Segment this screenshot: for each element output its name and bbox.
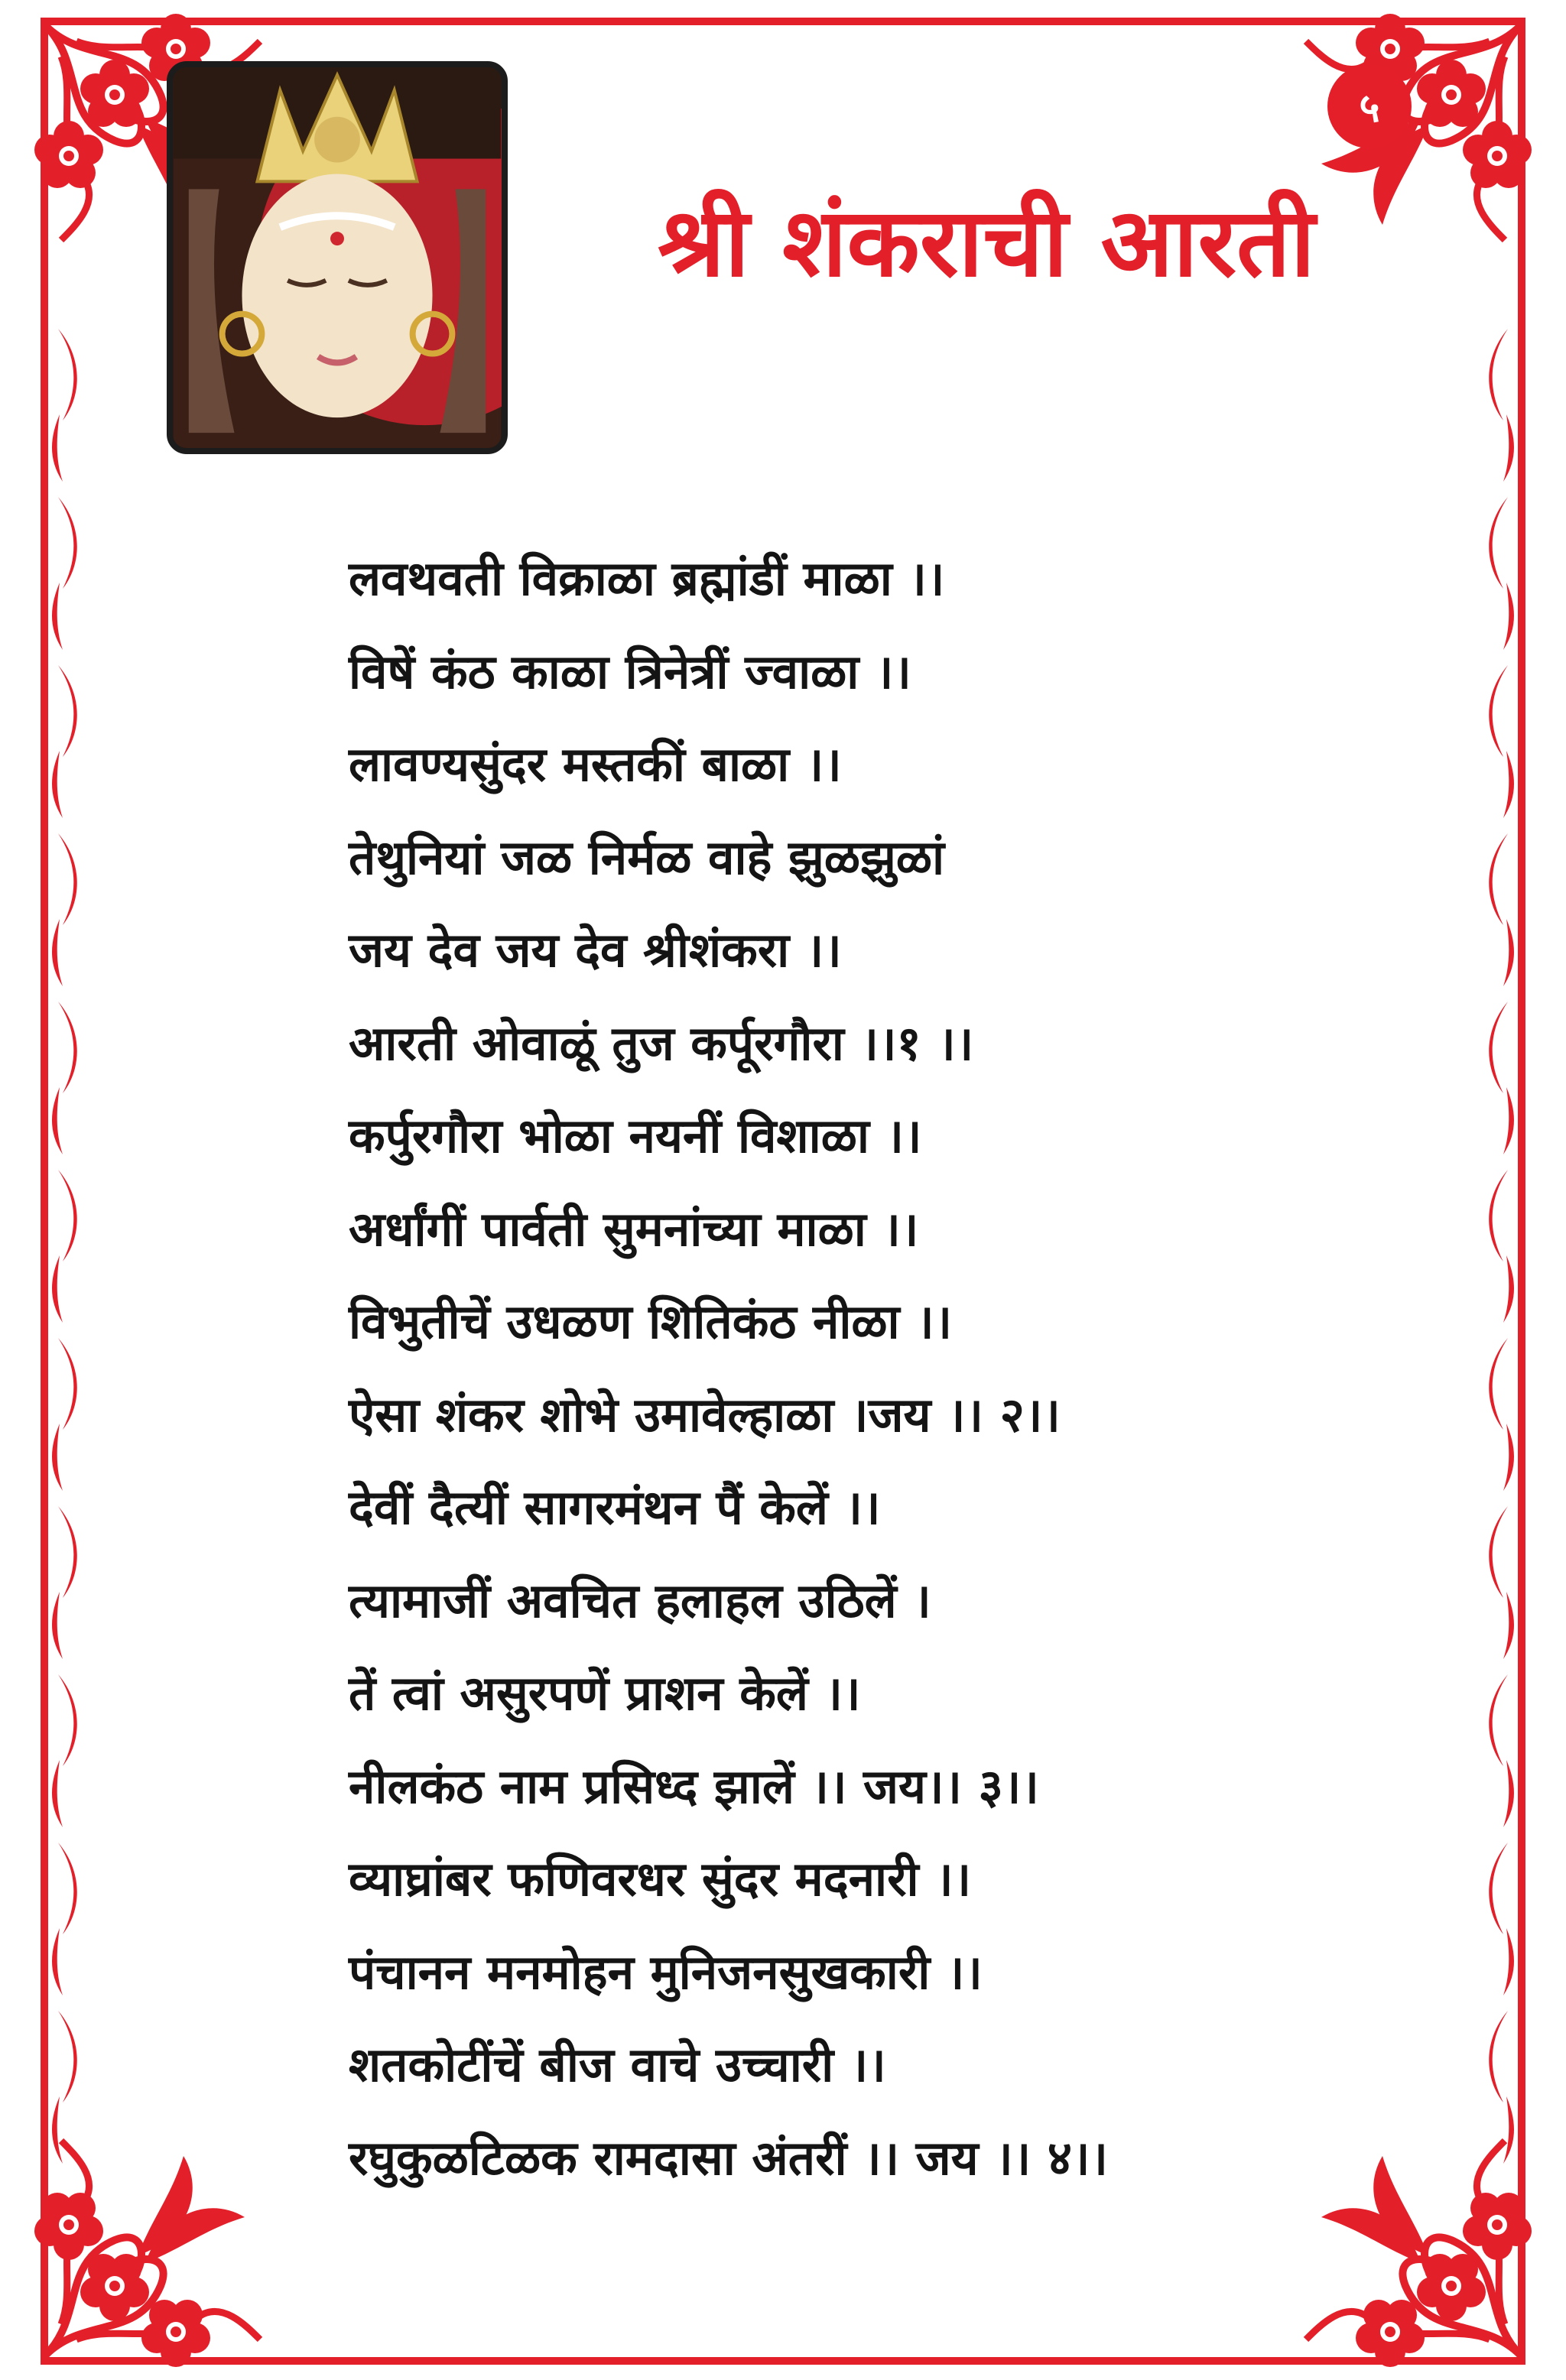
verse-line: लावण्यसुंदर मस्तकीं बाळा ।। bbox=[349, 736, 842, 792]
verse-line: नीलकंठ नाम प्रसिध्द झालें ।। जय।। ३।। bbox=[349, 1758, 1039, 1814]
verse-line: कर्पुरगौरा भोळा नयनीं विशाळा ।। bbox=[349, 1108, 922, 1164]
verse-line: ऐसा शंकर शोभे उमावेल्हाळा ।जय ।। २।। bbox=[349, 1386, 1061, 1443]
lord-shiva-portrait-icon bbox=[167, 61, 508, 454]
verse-line: विभुतीचें उधळण शितिकंठ नीळा ।। bbox=[349, 1294, 953, 1349]
verse-line: तेथुनियां जळ निर्मळ वाहे झुळझुळां bbox=[349, 829, 945, 885]
verse-line: व्याघ्रांबर फणिवरधर सुंदर मदनारी ।। bbox=[349, 1851, 972, 1907]
verse-line: जय देव जय देव श्रीशंकरा ।। bbox=[349, 922, 842, 978]
verse-line: तें त्वां असुरपणें प्राशन केलें ।। bbox=[349, 1665, 861, 1721]
verse-line: पंचानन मनमोहन मुनिजनसुखकारी ।। bbox=[349, 1943, 983, 2000]
verse-line: शतकोटींचें बीज वाचे उच्चारी ।। bbox=[349, 2037, 886, 2093]
verse-line: रघुकुळटिळक रामदासा अंतरीं ।। जय ।। ४।। bbox=[349, 2129, 1109, 2186]
verse-line: देवीं दैत्यीं सागरमंथन पैं केलें ।। bbox=[349, 1479, 881, 1535]
verse-line: लवथवती विक्राळा ब्रह्मांडीं माळा ।। bbox=[349, 550, 945, 606]
page-title: श्री शंकराची आरती bbox=[658, 188, 1315, 298]
page-number-badge: ५ bbox=[1327, 64, 1412, 148]
verse-line: विषें कंठ काळा त्रिनेत्रीं ज्वाळा ।। bbox=[349, 643, 911, 700]
aarti-verses bbox=[349, 532, 1404, 2204]
verse-line: आरती ओवाळूं तुज कर्पूरगौरा ।।१ ।। bbox=[349, 1015, 974, 1071]
verse-line: त्यामाजीं अवचित हलाहल उठिलें । bbox=[349, 1572, 931, 1628]
verse-line: अर्धांगीं पार्वती सुमनांच्या माळा ।। bbox=[349, 1200, 919, 1257]
